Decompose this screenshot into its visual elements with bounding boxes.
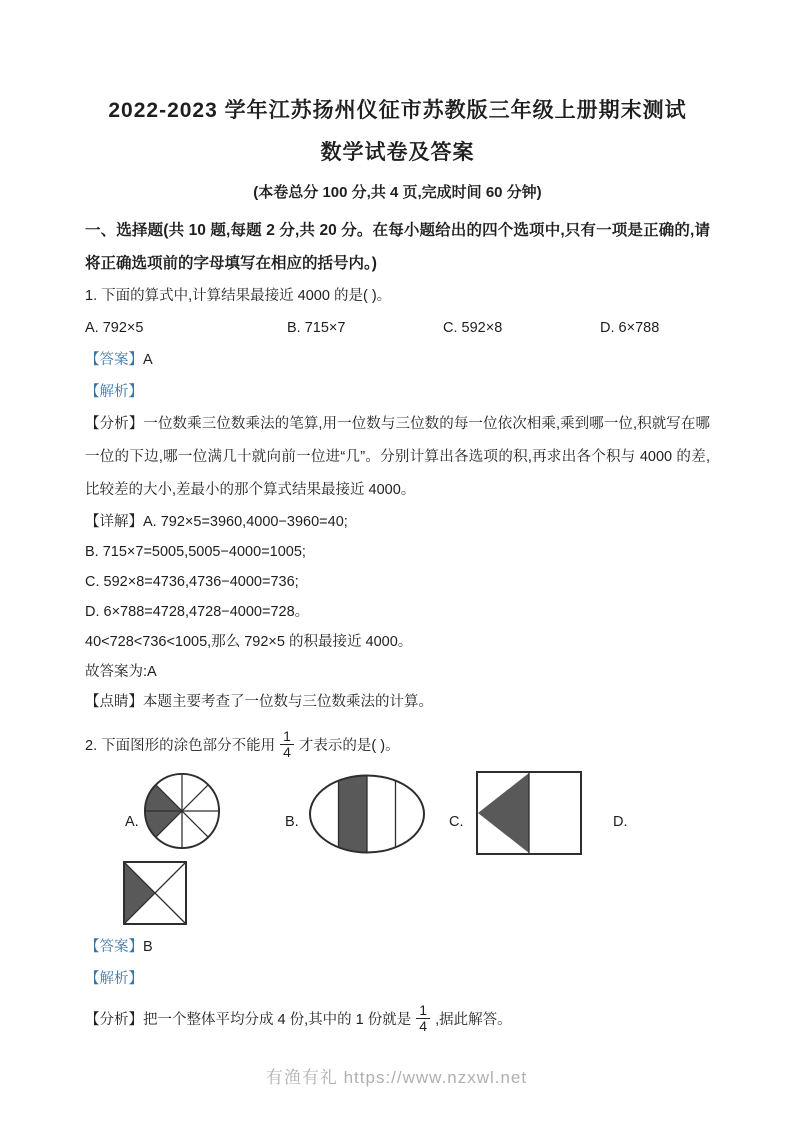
page-footer: [0, 1063, 793, 1088]
q2-figure-b-label: B.: [285, 814, 299, 830]
q1-jiexi-label: 【解析】: [85, 384, 143, 400]
q2-answer-value: B: [143, 939, 153, 955]
q2-fenxi-after: ,据此解答。: [435, 1011, 512, 1028]
fraction-denominator: 4: [283, 743, 291, 760]
q2-jiexi-line: [85, 963, 710, 995]
q1-option-a-label: A.: [85, 320, 99, 336]
q1-answer-value: A: [143, 352, 153, 368]
figure-c-square-triangle: [476, 771, 582, 855]
q2-fenxi-line: [85, 995, 710, 1041]
q1-option-c-text: 592×8: [461, 320, 503, 336]
q1-option-d: [600, 312, 659, 344]
figure-a-circle-eighths: [143, 771, 221, 851]
q1-option-a: [85, 312, 143, 344]
q1-option-b-label: B.: [287, 320, 301, 336]
q2-figures-row: [85, 769, 710, 857]
q1-option-c-label: C.: [443, 320, 458, 336]
q1-comparison-line: 40<728<736<1005,那么 792×5 的积最接近 4000。: [85, 634, 413, 650]
figure-d-square-diagonals: [123, 861, 187, 925]
q1-answer-label: 【答案】: [85, 352, 143, 368]
q1-option-d-label: D.: [600, 320, 615, 336]
paper-title-line1: 2022-2023 学年江苏扬州仪征市苏教版三年级上册期末测试: [108, 99, 687, 122]
fraction-numerator: 1: [416, 1003, 430, 1019]
paper-subtitle: (本卷总分 100 分,共 4 页,完成时间 60 分钟): [253, 184, 542, 201]
q1-dianjing-line: 【点睛】本题主要考查了一位数与三位数乘法的计算。: [85, 694, 433, 710]
q2-stem-after: 才表示的是( )。: [298, 737, 400, 754]
q1-answer-line: [85, 344, 710, 376]
q1-xiangjie-line-a: 【详解】A. 792×5=3960,4000−3960=40;: [85, 514, 348, 530]
section-heading: 一、选择题(共 10 题,每题 2 分,共 20 分。在每小题给出的四个选项中,只有一项是正确的,请将正确选项前的字母填写在相应的括号内。): [85, 222, 710, 272]
q1-fenxi-paragraph: 【分析】一位数乘三位数乘法的笔算,用一位数与三位数的每一位依次相乘,乘到哪一位,积就写在哪一位的下边,哪一位满几十就向前一位进“几”。分别计算出各选项的积,再求出各个积与 4000 的差,比较差的大小,差最小的那个算式结果最接近 4000。: [85, 416, 710, 498]
q2-jiexi-label: 【解析】: [85, 971, 143, 987]
q1-jiexi-line: [85, 376, 710, 408]
footer-site-link[interactable]: 有渔有礼 https://www.nzxwl.net: [265, 1068, 528, 1087]
q2-figure-d-label: D.: [613, 814, 628, 830]
q2-answer-label: 【答案】: [85, 939, 143, 955]
q2-figure-c-label: C.: [449, 814, 464, 830]
q2-stem-before: 2. 下面图形的涂色部分不能用: [85, 737, 276, 754]
q2-fenxi-before: 【分析】把一个整体平均分成 4 份,其中的 1 份就是: [85, 1011, 412, 1028]
q2-stem-fraction: [280, 729, 294, 759]
q2-fenxi-fraction: [416, 1003, 430, 1033]
paper-title-line2: 数学试卷及答案: [320, 141, 475, 164]
q1-option-b-text: 715×7: [304, 320, 346, 336]
q1-conclusion-line: 故答案为:A: [85, 664, 157, 680]
q1-xiangjie-line-d: D. 6×788=4728,4728−4000=728。: [85, 604, 310, 620]
q1-xiangjie-line-c: C. 592×8=4736,4736−4000=736;: [85, 574, 299, 590]
q1-option-b: [287, 312, 345, 344]
q1-option-d-text: 6×788: [618, 320, 660, 336]
q1-xiangjie-line-b: B. 715×7=5005,5005−4000=1005;: [85, 544, 306, 560]
fraction-denominator: 4: [419, 1017, 428, 1034]
fraction-numerator: 1: [280, 729, 294, 745]
figure-b-ellipse-strips: [307, 773, 427, 855]
q2-figure-a-label: A.: [125, 814, 139, 830]
q1-option-c: [443, 312, 502, 344]
q2-stem: [85, 721, 710, 767]
q1-stem: 1. 下面的算式中,计算结果最接近 4000 的是( )。: [85, 288, 392, 304]
q1-option-a-text: 792×5: [102, 320, 144, 336]
q1-options-row: [85, 312, 710, 344]
q2-answer-line: [85, 931, 710, 963]
